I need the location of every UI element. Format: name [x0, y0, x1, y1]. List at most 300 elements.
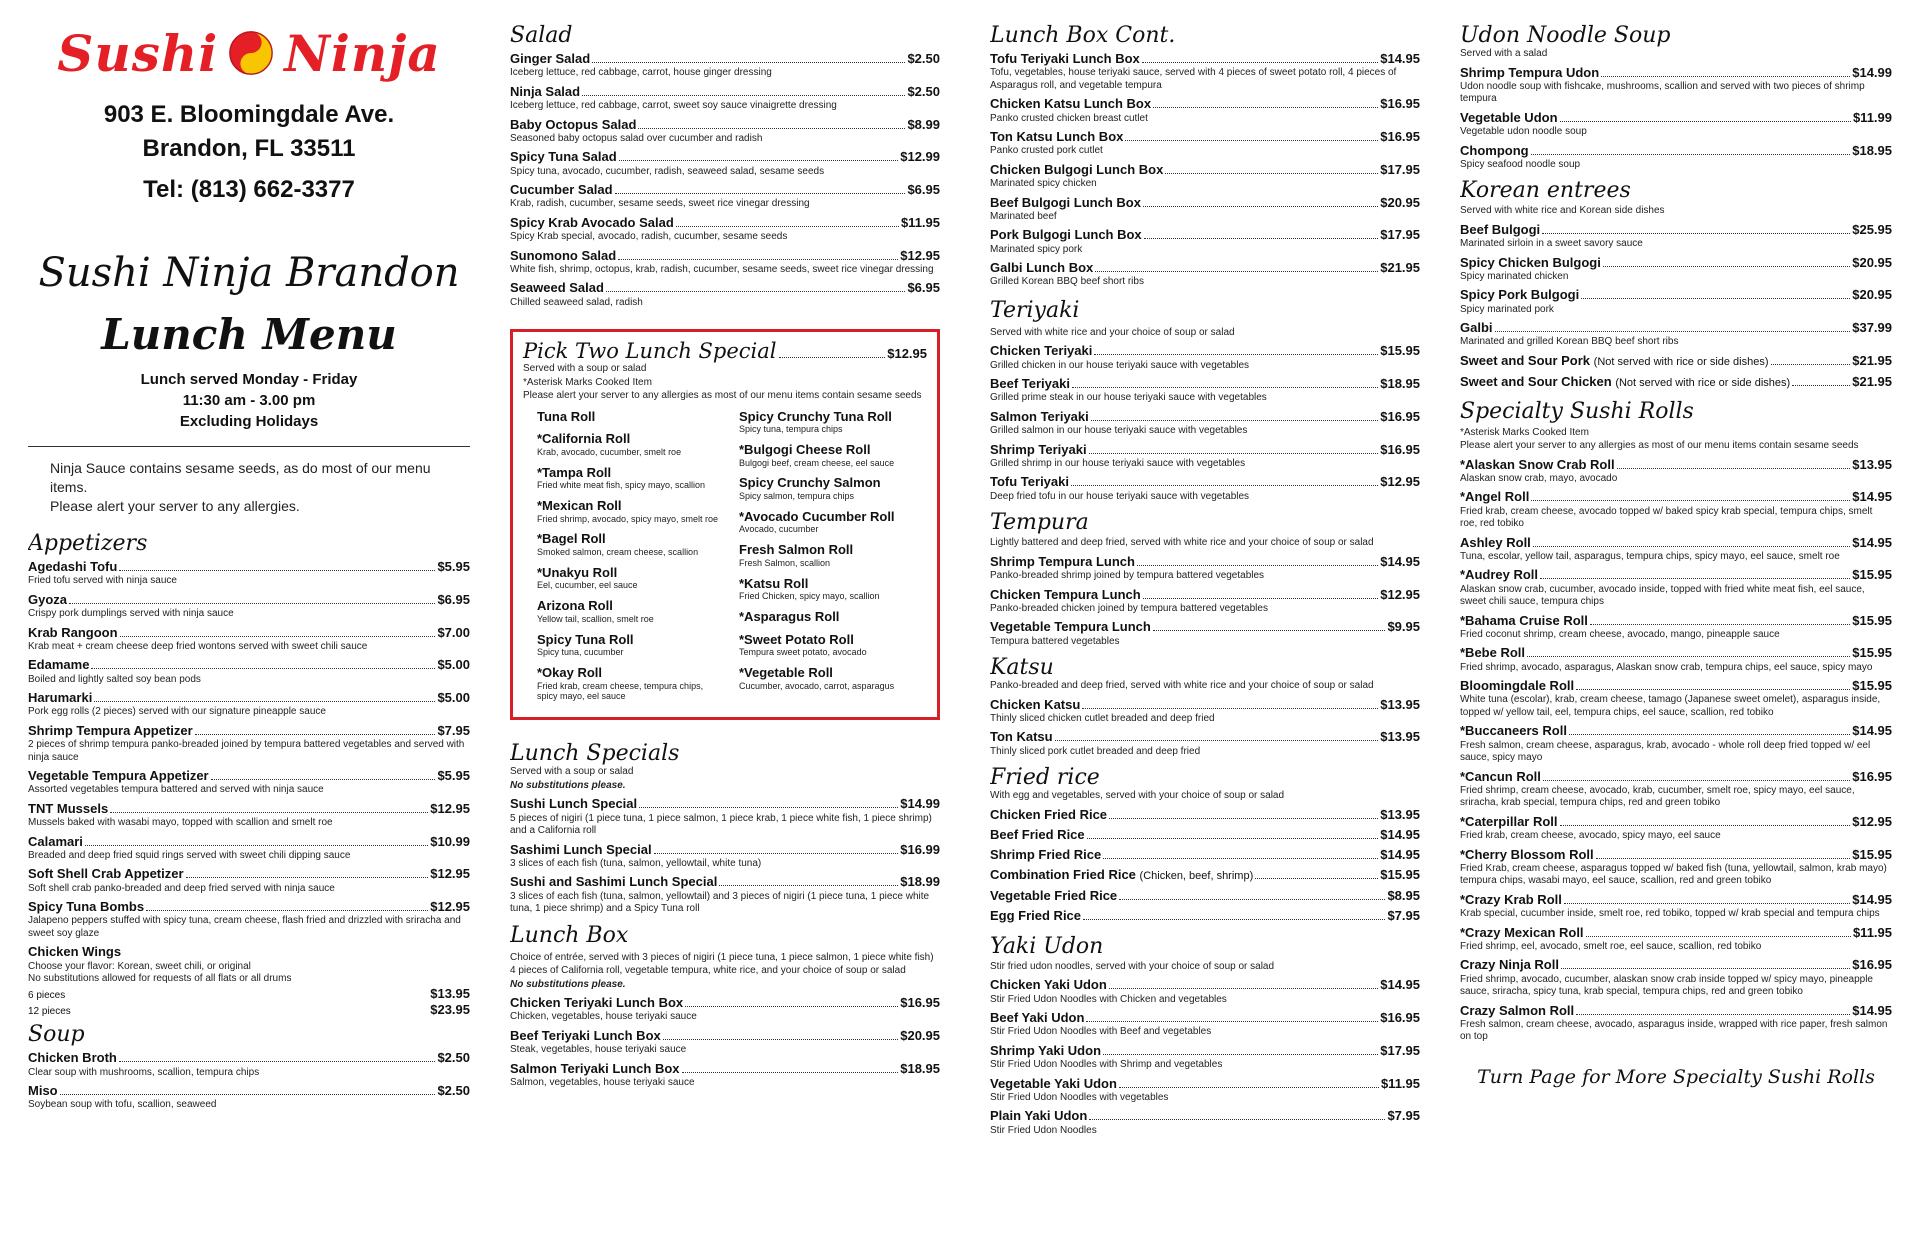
- leader-dots: [592, 62, 905, 63]
- item-price: $20.95: [900, 1027, 940, 1043]
- menu-item: [990, 96, 1420, 125]
- leader-dots: [618, 259, 898, 260]
- roll-option: [739, 609, 927, 625]
- roll-name: *Bulgogi Cheese Roll: [739, 442, 871, 458]
- item-name-text: Vegetable Tempura Lunch: [990, 619, 1151, 635]
- item-row: [28, 768, 470, 784]
- item-desc: White fish, shrimp, octopus, krab, radish, cucumber, sesame seeds, sweet rice vinegar dressing: [510, 263, 934, 275]
- roll-name: *Katsu Roll: [739, 575, 809, 591]
- pick-two-roll-grid: [523, 409, 927, 710]
- item-row: [990, 474, 1420, 490]
- leader-dots: [1531, 154, 1851, 155]
- item-list: [990, 343, 1420, 503]
- section-fried-rice: [990, 766, 1420, 925]
- item-price: $9.95: [1387, 619, 1420, 635]
- lunch-hours: [28, 369, 470, 432]
- leader-dots: [1086, 1021, 1378, 1022]
- pick-two-lunch-special-box: [510, 329, 940, 720]
- leader-dots: [91, 668, 435, 669]
- roll-column-right: [725, 409, 927, 710]
- item-desc: Fried shrimp, avocado, asparagus, Alaskan snow crab, tempura chips, eel sauce, spicy mayo: [1460, 661, 1873, 673]
- item-name: [1460, 353, 1769, 370]
- roll-option: [739, 409, 927, 435]
- item-name-text: Chicken Broth: [28, 1050, 117, 1066]
- item-price: $18.95: [1380, 376, 1420, 392]
- leader-dots: [1119, 1087, 1379, 1088]
- leader-dots: [685, 1006, 898, 1007]
- item-name: [990, 1043, 1101, 1059]
- item-desc: Pork egg rolls (2 pieces) served with our signature pineapple sauce: [28, 706, 326, 718]
- menu-item: [990, 587, 1420, 616]
- menu-item: [990, 888, 1420, 904]
- item-name-text: Chicken Tempura Lunch: [990, 586, 1141, 602]
- item-price: $12.95: [1380, 474, 1420, 490]
- item-desc: Spicy seafood noodle soup: [1460, 158, 1581, 170]
- item-name-text: Ton Katsu Lunch Box: [990, 129, 1124, 145]
- item-name: [990, 409, 1089, 425]
- item-desc: Stir Fried Udon Noodles with Beef and vegetables: [990, 1026, 1212, 1038]
- section-title: Appetizers: [28, 531, 148, 556]
- item-price: $13.95: [1380, 729, 1420, 745]
- item-row: [510, 1028, 940, 1044]
- item-name-text: Cucumber Salad: [510, 182, 613, 198]
- item-name: [990, 1108, 1087, 1124]
- item-price: $11.95: [900, 214, 940, 230]
- menu-item: [990, 867, 1420, 884]
- item-row: [1460, 255, 1892, 271]
- leader-dots: [1527, 656, 1850, 657]
- sushi-ninja-logo: [28, 18, 470, 88]
- section-title: Korean entrees: [1460, 178, 1631, 204]
- item-desc: Stir Fried Udon Noodles with vegetables: [990, 1091, 1169, 1103]
- item-price: $5.00: [437, 690, 470, 706]
- leader-dots: [1560, 825, 1851, 826]
- menu-item: [990, 195, 1420, 224]
- menu-item: [510, 51, 940, 80]
- item-row: [990, 729, 1420, 745]
- roll-name: Spicy Crunchy Tuna Roll: [739, 408, 892, 424]
- item-name-text: Bloomingdale Roll: [1460, 678, 1575, 694]
- section-desc: *Asterisk Marks Cooked Item: [523, 376, 652, 388]
- menu-item: [1460, 892, 1892, 921]
- leader-dots: [1091, 420, 1378, 421]
- leader-dots: [1072, 387, 1378, 388]
- item-desc: Spicy tuna, avocado, cucumber, radish, seaweed salad, sesame seeds: [510, 165, 825, 177]
- leader-dots: [639, 807, 898, 808]
- allergy-note-line-1: Ninja Sauce contains sesame seeds, as do most of our menu items.: [50, 460, 431, 495]
- item-price: $14.95: [1852, 1002, 1892, 1018]
- item-row: [990, 1108, 1420, 1124]
- item-price: $15.95: [1380, 867, 1420, 883]
- item-row: [1460, 353, 1892, 370]
- section-yaki-udon: [990, 935, 1420, 1137]
- section-title: Soup: [28, 1022, 85, 1048]
- section-title: Lunch Box: [510, 922, 629, 948]
- item-name-text: Beef Teriyaki Lunch Box: [510, 1027, 661, 1043]
- roll-name: *Bagel Roll: [537, 531, 606, 547]
- leader-dots: [1603, 266, 1850, 267]
- item-name-text: Ninja Salad: [510, 83, 581, 99]
- leader-dots: [606, 291, 906, 292]
- item-desc: Grilled Korean BBQ beef short ribs: [990, 276, 1144, 288]
- item-row: [1460, 374, 1892, 391]
- menu-item: [28, 801, 470, 830]
- section-katsu: [990, 656, 1420, 758]
- item-desc: Iceberg lettuce, red cabbage, carrot, sweet soy sauce vinaigrette dressing: [510, 100, 837, 112]
- item-name: [990, 195, 1141, 211]
- roll-name: *Tampa Roll: [537, 464, 612, 480]
- roll-desc: Fresh Salmon, scallion: [739, 557, 831, 568]
- menu-item: [510, 117, 940, 146]
- menu-item: [990, 619, 1420, 648]
- item-row: [990, 376, 1420, 392]
- item-row: [990, 227, 1420, 243]
- item-name-text: Gyoza: [28, 591, 68, 607]
- leader-dots: [120, 636, 436, 637]
- item-price: $14.95: [1380, 977, 1420, 993]
- leader-dots: [69, 603, 435, 604]
- leader-dots: [85, 845, 428, 846]
- item-price: $8.95: [1387, 888, 1420, 904]
- item-desc: Soft shell crab panko-breaded and deep fried served with ninja sauce: [28, 882, 335, 894]
- item-row: [1460, 957, 1892, 973]
- item-name: [28, 723, 193, 739]
- section-appetizers: [28, 532, 470, 1019]
- leader-dots: [1771, 364, 1851, 365]
- wings-option-12: [28, 1002, 470, 1019]
- item-price: $7.95: [437, 722, 470, 738]
- roll-desc: Spicy salmon, tempura chips: [739, 491, 855, 502]
- item-row: [28, 834, 470, 850]
- item-desc: Alaskan snow crab, cucumber, avocado inside, topped with fried white meat fish, eel sauce, sweet chili sauce, tempura chips: [1460, 583, 1865, 608]
- leader-dots: [119, 1061, 436, 1062]
- item-name-text: Vegetable Udon: [1460, 109, 1558, 125]
- item-name: Chicken Wings: [28, 944, 122, 960]
- item-name-text: Galbi Lunch Box: [990, 260, 1094, 276]
- item-name-text: Pork Bulgogi Lunch Box: [990, 227, 1142, 243]
- item-name: [990, 162, 1163, 178]
- logo-word-left: Sushi: [57, 23, 219, 83]
- roll-desc: Krab, avocado, cucumber, smelt roe: [537, 446, 682, 457]
- roll-option: [537, 431, 725, 457]
- item-row: [510, 117, 940, 133]
- item-name: [990, 1076, 1117, 1092]
- item-name-text: Shrimp Teriyaki: [990, 441, 1087, 457]
- menu-item: [990, 343, 1420, 372]
- menu-item: [1460, 769, 1892, 810]
- menu-item: [510, 248, 940, 277]
- item-desc: Krab, radish, cucumber, sesame seeds, sweet rice vinegar dressing: [510, 198, 810, 210]
- roll-desc: Tempura sweet potato, avocado: [739, 647, 867, 658]
- item-price: $21.95: [1380, 260, 1420, 276]
- section-desc: Panko-breaded and deep fried, served with white rice and your choice of soup or salad: [990, 680, 1374, 692]
- section-desc: Stir fried udon noodles, served with your choice of soup or salad: [990, 960, 1275, 972]
- item-name-text: *Audrey Roll: [1460, 567, 1539, 583]
- roll-name: *California Roll: [537, 431, 631, 447]
- item-price: $14.95: [1852, 723, 1892, 739]
- menu-item: [28, 866, 470, 895]
- section-title: Yaki Udon: [990, 933, 1104, 959]
- roll-option: [537, 409, 725, 425]
- item-row: [1460, 457, 1892, 473]
- item-name-text: *Cancun Roll: [1460, 768, 1541, 784]
- roll-name: *Vegetable Roll: [739, 664, 833, 680]
- item-desc: Salmon, vegetables, house teriyaki sauce: [510, 1076, 695, 1088]
- menu-item: [28, 1050, 470, 1079]
- option-price: $23.95: [430, 1002, 470, 1018]
- item-row: [1460, 925, 1892, 941]
- item-price: $12.95: [1852, 813, 1892, 829]
- item-price: $14.95: [1852, 534, 1892, 550]
- item-desc: Krab special, cucumber inside, smelt roe, red tobiko, topped w/ krab special and tempura chips: [1460, 908, 1880, 920]
- item-desc: Marinated spicy pork: [990, 243, 1083, 255]
- menu-item: [510, 842, 940, 871]
- item-name: [1460, 723, 1567, 739]
- item-name: [990, 847, 1101, 863]
- item-price: $14.95: [1852, 489, 1892, 505]
- leader-dots: [1495, 331, 1851, 332]
- section-desc: No substitutions please.: [510, 779, 626, 791]
- item-row: [28, 1083, 470, 1099]
- item-desc: Soybean soup with tofu, scallion, seaweed: [28, 1099, 217, 1111]
- item-price: $11.99: [1852, 109, 1892, 125]
- item-price: $16.95: [1380, 441, 1420, 457]
- section-desc: With egg and vegetables, served with your choice of soup or salad: [990, 790, 1285, 802]
- item-name: [990, 51, 1140, 67]
- item-name: [28, 1083, 58, 1099]
- leader-dots: [1531, 500, 1850, 501]
- item-desc: Choose your flavor: Korean, sweet chili, or original: [28, 960, 251, 972]
- item-row: [990, 195, 1420, 211]
- roll-name: *Avocado Cucumber Roll: [739, 508, 895, 524]
- item-name-text: Beef Yaki Udon: [990, 1010, 1085, 1026]
- item-price: $12.95: [430, 866, 470, 882]
- item-price: $16.95: [900, 995, 940, 1011]
- item-price: $10.99: [430, 833, 470, 849]
- item-name: [990, 888, 1117, 904]
- section-desc: No substitutions please.: [510, 978, 626, 990]
- item-name: [990, 96, 1151, 112]
- item-price: $25.95: [1852, 221, 1892, 237]
- item-desc: Fried coconut shrimp, cream cheese, avocado, mango, pineapple sauce: [1460, 628, 1780, 640]
- menu-item: [1460, 723, 1892, 764]
- roll-name: Arizona Roll: [537, 598, 613, 614]
- menu-item: [990, 1043, 1420, 1072]
- menu-item: [990, 1010, 1420, 1039]
- roll-option: [537, 598, 725, 624]
- item-name: [510, 117, 636, 133]
- menu-item: [990, 1076, 1420, 1105]
- item-price: $12.95: [1380, 586, 1420, 602]
- menu-item: [990, 129, 1420, 158]
- item-name-text: Chicken Teriyaki: [990, 343, 1093, 359]
- menu-item: [990, 977, 1420, 1006]
- leader-dots: [615, 193, 906, 194]
- item-name-text: Krab Rangoon: [28, 624, 118, 640]
- roll-desc: Fried shrimp, avocado, spicy mayo, smelt roe: [537, 513, 719, 524]
- section-title: Lunch Specials: [510, 741, 680, 767]
- option-label: 12 pieces: [28, 1006, 71, 1018]
- item-row: [510, 995, 940, 1011]
- item-row: [510, 51, 940, 67]
- item-name-text: Chicken Bulgogi Lunch Box: [990, 161, 1164, 177]
- item-desc: Fried krab, cream cheese, avocado topped w/ baked spicy krab special, tempura chips, smelt roe, red tobiko: [1460, 505, 1873, 530]
- leader-dots: [1087, 838, 1379, 839]
- menu-item: [1460, 287, 1892, 316]
- item-name-text: Egg Fried Rice: [990, 908, 1082, 924]
- item-name: [1460, 925, 1584, 941]
- item-name: [28, 657, 89, 673]
- item-name-text: Beef Teriyaki: [990, 376, 1070, 392]
- item-price: $18.95: [1852, 142, 1892, 158]
- menu-title: Lunch Menu: [101, 310, 397, 359]
- item-row: [990, 554, 1420, 570]
- item-name-text: Sweet and Sour Chicken: [1460, 373, 1612, 389]
- hours-line-2: 11:30 am - 3.00 pm: [182, 392, 316, 409]
- section-title: Tempura: [990, 510, 1089, 536]
- menu-item: [1460, 353, 1892, 370]
- leader-dots: [1590, 624, 1850, 625]
- item-row: [990, 827, 1420, 843]
- item-row: [510, 182, 940, 198]
- leader-dots: [211, 779, 436, 780]
- item-name: [990, 827, 1085, 843]
- roll-name: Spicy Crunchy Salmon: [739, 475, 881, 491]
- item-name: [990, 908, 1081, 924]
- roll-name: *Sweet Potato Roll: [739, 631, 854, 647]
- menu-item: [1460, 65, 1892, 106]
- hours-line-1: Lunch served Monday - Friday: [140, 371, 358, 388]
- item-name-text: Calamari: [28, 833, 83, 849]
- menu-item: [1460, 143, 1892, 172]
- menu-item: [28, 592, 470, 621]
- menu-item: [510, 995, 940, 1024]
- menu-item: [28, 559, 470, 588]
- item-desc: Boiled and lightly salted soy bean pods: [28, 673, 201, 685]
- item-name: [990, 729, 1053, 745]
- chicken-wings-item: [28, 944, 470, 1019]
- item-name-text: Beef Bulgogi: [1460, 221, 1541, 237]
- item-price: $14.95: [1380, 51, 1420, 67]
- leader-dots: [146, 910, 428, 911]
- item-name: [510, 182, 613, 198]
- item-row: [990, 847, 1420, 863]
- item-name: [510, 842, 652, 858]
- leader-dots: [1153, 630, 1386, 631]
- menu-item: [1460, 567, 1892, 608]
- item-desc: Alaskan snow crab, mayo, avocado: [1460, 472, 1618, 484]
- item-desc: Grilled salmon in our house teriyaki sauce with vegetables: [990, 425, 1248, 437]
- item-name-text: Ton Katsu: [990, 729, 1053, 745]
- roll-option: [537, 465, 725, 491]
- item-name-text: Ginger Salad: [510, 51, 591, 67]
- menu-item: [28, 625, 470, 654]
- roll-name: *Mexican Roll: [537, 498, 622, 514]
- item-row: [990, 162, 1420, 178]
- item-row: [1460, 847, 1892, 863]
- leader-dots: [1561, 968, 1850, 969]
- leader-dots: [1601, 76, 1850, 77]
- menu-item: [510, 182, 940, 211]
- leader-dots: [1255, 878, 1378, 879]
- item-name: [510, 874, 717, 890]
- section-desc: Please alert your server to any allergies as most of our menu items contain sesame seeds: [1460, 440, 1859, 452]
- item-row: [510, 215, 940, 231]
- item-price: $7.95: [1387, 908, 1420, 924]
- menu-item: [990, 376, 1420, 405]
- item-desc: White tuna (escolar), krab, cream cheese, tamago (Japanese sweet omelet), asparagus inside, topped w/ yellow tail, eel, tempura chips, eel sauce, scallion, red tobiko: [1460, 694, 1881, 718]
- item-price: $15.95: [1852, 567, 1892, 583]
- option-label: 6 pieces: [28, 989, 66, 1001]
- wings-option-6: [28, 986, 470, 1003]
- roll-desc: Smoked salmon, cream cheese, scallion: [537, 547, 699, 557]
- item-price: $11.95: [1380, 1075, 1420, 1091]
- roll-option: [537, 565, 725, 591]
- item-name-text: Miso: [28, 1083, 58, 1099]
- item-name: [1460, 489, 1529, 505]
- item-name: [28, 1050, 117, 1066]
- item-desc: Spicy Krab special, avocado, radish, cucumber, sesame seeds: [510, 231, 788, 243]
- item-row: [1460, 613, 1892, 629]
- menu-column-4: [1460, 0, 1892, 1243]
- item-row: [1460, 535, 1892, 551]
- roll-option: [537, 665, 725, 702]
- item-name: [990, 807, 1107, 823]
- item-price: $37.99: [1852, 320, 1892, 336]
- item-name: [1460, 222, 1540, 238]
- leader-dots: [1617, 468, 1851, 469]
- menu-item: [510, 1061, 940, 1090]
- menu-item: [510, 84, 940, 113]
- item-desc: Panko-breaded shrimp joined by tempura battered vegetables: [990, 570, 1265, 582]
- item-row: [990, 888, 1420, 904]
- item-name-text: Vegetable Fried Rice: [990, 888, 1118, 904]
- item-price: $14.99: [900, 796, 940, 812]
- item-row: [28, 559, 470, 575]
- item-price: $20.95: [1852, 254, 1892, 270]
- item-name-text: Salmon Teriyaki: [990, 408, 1089, 424]
- item-name-text: Crazy Salmon Roll: [1460, 1002, 1575, 1018]
- item-name-text: Shrimp Tempura Udon: [1460, 64, 1600, 80]
- leader-dots: [1071, 485, 1378, 486]
- item-desc: Panko crusted chicken breast cutlet: [990, 112, 1148, 124]
- item-name: [510, 248, 616, 264]
- item-name: [990, 227, 1142, 243]
- item-desc: 3 slices of each fish (tuna, salmon, yellowtail) and 3 pieces of nigiri (1 piece tuna, 1 piece white tuna, 1 piece shrimp) and a Spicy Tuna roll: [510, 890, 930, 914]
- item-name-text: *Angel Roll: [1460, 489, 1530, 505]
- item-name-text: TNT Mussels: [28, 800, 109, 816]
- menu-item: [1460, 957, 1892, 998]
- roll-desc: Bulgogi beef, cream cheese, eel sauce: [739, 457, 895, 468]
- menu-item: [510, 280, 940, 309]
- item-row: [1460, 769, 1892, 785]
- menu-item: [990, 227, 1420, 256]
- item-desc: 5 pieces of nigiri (1 piece tuna, 1 piece salmon, 1 piece krab, 1 piece white fish, 1 piece shrimp) and a California roll: [510, 812, 932, 836]
- leader-dots: [582, 95, 905, 96]
- roll-name: *Okay Roll: [537, 664, 603, 680]
- leader-dots: [1576, 689, 1850, 690]
- leader-dots: [1153, 107, 1378, 108]
- item-price: $5.95: [437, 559, 470, 575]
- roll-desc: Spicy tuna, cucumber: [537, 647, 624, 658]
- item-row: [990, 1043, 1420, 1059]
- item-price: $2.50: [437, 1083, 470, 1099]
- leader-dots: [1089, 1119, 1385, 1120]
- leader-dots: [663, 1039, 898, 1040]
- item-desc: Iceberg lettuce, red cabbage, carrot, house ginger dressing: [510, 67, 772, 79]
- item-row: [28, 899, 470, 915]
- leader-dots: [1103, 1054, 1378, 1055]
